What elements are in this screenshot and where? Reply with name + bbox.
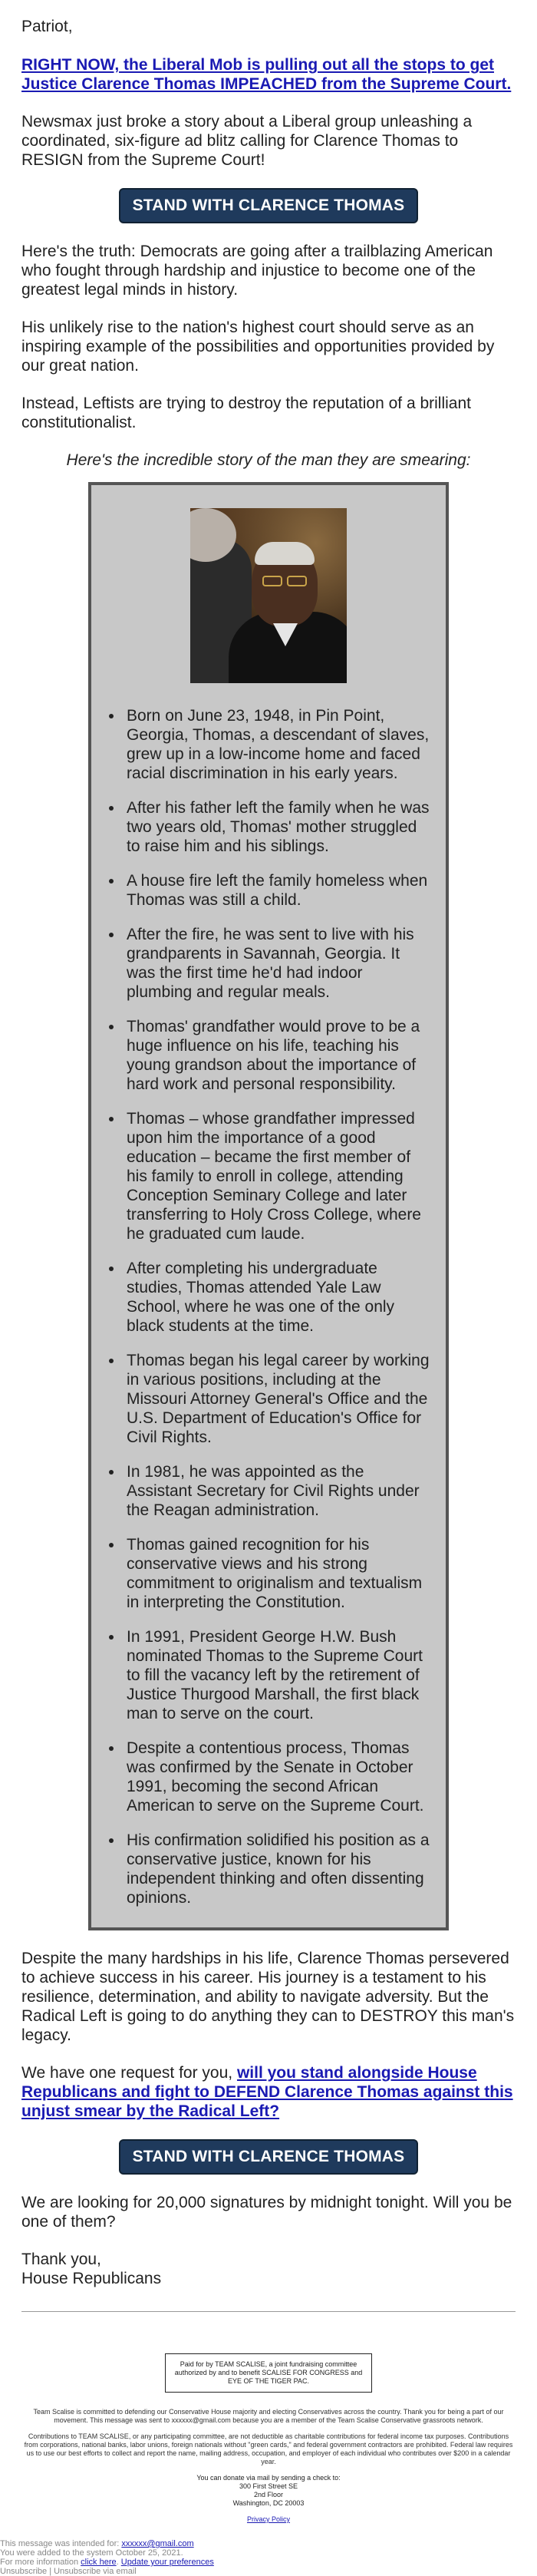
signoff-sender: House Republicans (21, 2270, 162, 2287)
cta-row-bottom (21, 2139, 516, 2175)
meta-added: You were added to the system October 25, 2021. (0, 2548, 183, 2558)
mailing-address (21, 2474, 516, 2508)
list-item: • Thomas' grandfather would prove to be a huge influence on his life, teaching his young grandson about the importance of hard work and personal responsibility. (124, 1017, 430, 1094)
list-item: • After the fire, he was sent to live with his grandparents in Savannah, Georgia. It was the first time he'd had indoor plumbing and regular meals. (124, 925, 430, 1002)
greeting: Patriot, (21, 18, 73, 35)
address-line-3: Washington, DC 20003 (232, 2499, 305, 2507)
story-box (88, 482, 449, 1930)
list-item: • After completing his undergraduate studies, Thomas attended Yale Law School, where he was one of the only black students at the time. (124, 1259, 430, 1336)
address-line-2: 2nd Floor (253, 2491, 284, 2498)
intro-paragraph: Newsmax just broke a story about a Liberal group unleashing a coordinated, six-figure ad blitz calling for Clarence Thomas to RESIGN from the Supreme Court! (21, 113, 473, 169)
stand-with-thomas-button-top[interactable]: STAND WITH CLARENCE THOMAS (119, 188, 419, 223)
meta-intended-label: This message was intended for: (0, 2539, 122, 2548)
list-item: • His confirmation solidified his position as a conservative justice, known for his independent thinking and often dissenting opinions. (124, 1831, 430, 1907)
signoff (21, 2250, 516, 2288)
list-meta (0, 2539, 537, 2576)
list-item: • Despite a contentious process, Thomas was confirmed by the Senate in October 1991, becoming the second African American to serve on the Supreme Court. (124, 1739, 430, 1815)
footer-commitment: Team Scalise is committed to defending our Conservative House majority and electing Conservatives across the country. Thank you for being a part of our movement. This message was sent to xxxxxx@gmail.com because you are a member of the Team Scalise Conservative grassroots network. (33, 2408, 504, 2424)
paid-for-box: Paid for by TEAM SCALISE, a joint fundraising committee authorized by and to benefit SCALISE FOR CONGRESS and EYE OF THE TIGER PAC. (165, 2353, 372, 2393)
headline-link[interactable]: RIGHT NOW, the Liberal Mob is pulling out all the stops to get Justice Clarence Thomas IMPEACHED from the Supreme Court. (21, 56, 512, 93)
meta-dot: . (116, 2558, 121, 2567)
list-item: • In 1991, President George H.W. Bush nominated Thomas to the Supreme Court to fill the vacancy left by the retirement of Justice Thurgood Marshall, the first black man to serve on the court. (124, 1627, 430, 1723)
story-heading: Here's the incredible story of the man they are smearing: (66, 451, 471, 469)
despite-paragraph: Despite the many hardships in his life, Clarence Thomas persevered to achieve success in his career. His journey is a testament to his resilience, determination, and ability to navigate adversity. But the Radical Left is going to do anything they can to DESTROY this man's legacy. (21, 1950, 515, 2044)
list-item: • Thomas began his legal career by working in various positions, including at the Missouri Attorney General's Office and the U.S. Department of Education's Office for Civil Rights. (124, 1351, 430, 1447)
clarence-thomas-photo (190, 508, 347, 683)
list-item: • Born on June 23, 1948, in Pin Point, Georgia, Thomas, a descendant of slaves, grew up in a low-income home and faced racial discrimination in his early years. (124, 706, 430, 783)
footer-contributions: Contributions to TEAM SCALISE, or any participating committee, are not deductible as charitable contributions for federal income tax purposes. Contributions from corporations, national banks, labor unions, foreign nationals without "green cards," and federal government contractors are prohibited. Federal law requires us to use our best efforts to collect and report the name, mailing address, occupation, and employer of each individual who contributes over $200 in a calendar year. (24, 2432, 513, 2465)
truth-paragraph: Here's the truth: Democrats are going after a trailblazing American who fought through hardship and injustice to become one of the greatest legal minds in history. (21, 243, 493, 299)
meta-intended (0, 2539, 537, 2548)
request-prefix: We have one request for you, (21, 2064, 237, 2082)
defend-thomas-link[interactable]: will you stand alongside House Republicans and fight to DEFEND Clarence Thomas against this unjust smear by the Radical Left? (21, 2064, 513, 2120)
address-line-1: 300 First Street SE (239, 2482, 298, 2490)
update-preferences-link[interactable]: Update your preferences (120, 2558, 214, 2567)
meta-info-label: For more information (0, 2558, 81, 2567)
list-item: • In 1981, he was appointed as the Assistant Secretary for Civil Rights under the Reagan administration. (124, 1462, 430, 1520)
stand-with-thomas-button-bottom[interactable]: STAND WITH CLARENCE THOMAS (119, 2139, 419, 2175)
privacy-row (21, 2515, 516, 2524)
signoff-thanks: Thank you, (21, 2251, 101, 2268)
click-here-link[interactable]: click here (81, 2558, 117, 2567)
list-item: • Thomas – whose grandfather impressed upon him the importance of a good education – became the first member of his family to enroll in college, attending Conception Seminary College and later transferring to Holy Cross College, where he graduated cum laude. (124, 1109, 430, 1243)
privacy-policy-link[interactable]: Privacy Policy (246, 2515, 290, 2523)
list-item: • Thomas gained recognition for his conservative views and his strong commitment to originalism and textualism in interpreting the Constitution. (124, 1535, 430, 1612)
rise-paragraph: His unlikely rise to the nation's highest court should serve as an inspiring example of the possibilities and opportunities provided by our great nation. (21, 319, 495, 375)
meta-unsubscribe[interactable]: Unsubscribe | Unsubscribe via email (0, 2567, 137, 2576)
list-item: • A house fire left the family homeless when Thomas was still a child. (124, 871, 430, 910)
list-item: • After his father left the family when he was two years old, Thomas' mother struggled to raise him and his siblings. (124, 798, 430, 856)
footer-divider (21, 2311, 516, 2312)
mail-line: You can donate via mail by sending a check to: (196, 2474, 341, 2482)
story-bullet-list (107, 706, 430, 1907)
signatures-paragraph: We are looking for 20,000 signatures by midnight tonight. Will you be one of them? (21, 2194, 512, 2231)
meta-email-link[interactable]: xxxxxx@gmail.com (121, 2539, 194, 2548)
cta-row-top (21, 188, 516, 223)
request-paragraph (21, 2063, 516, 2121)
instead-paragraph: Instead, Leftists are trying to destroy the reputation of a brilliant constitutionalist. (21, 395, 471, 431)
meta-info (0, 2558, 537, 2567)
